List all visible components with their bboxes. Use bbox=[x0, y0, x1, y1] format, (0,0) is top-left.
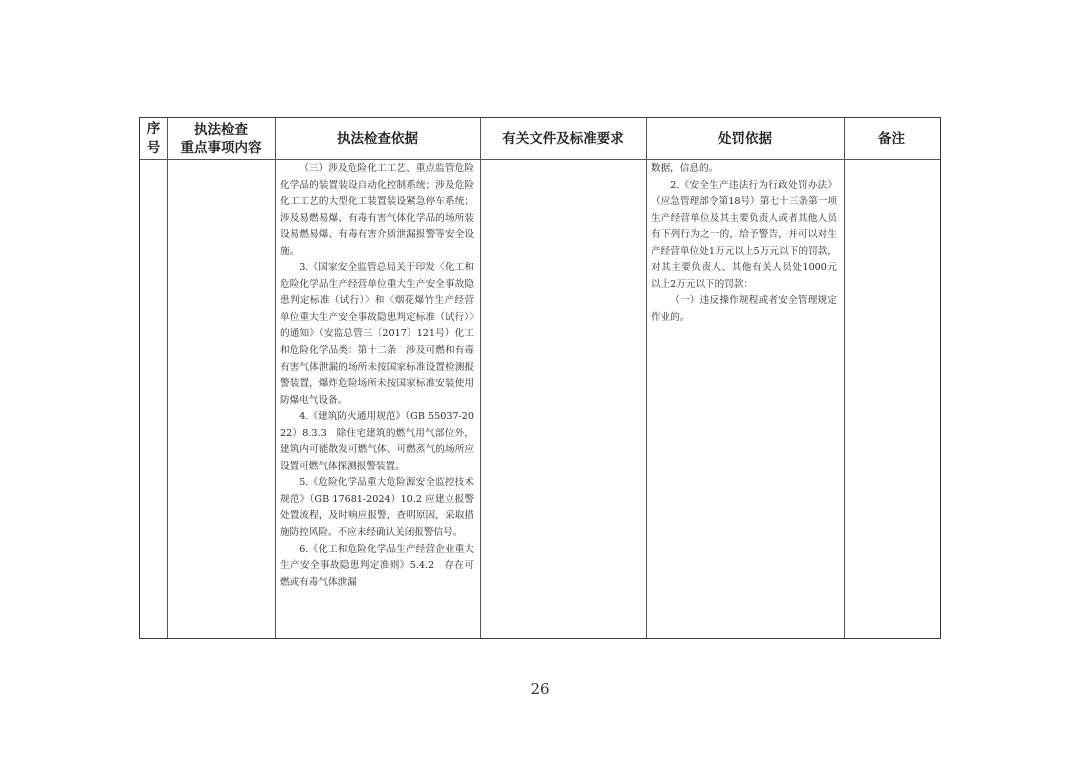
header-item bbox=[167, 118, 275, 159]
header-item-line1: 执法检查 bbox=[194, 121, 248, 138]
header-docs-label: 有关文件及标准要求 bbox=[502, 130, 624, 147]
basis-cell bbox=[280, 161, 474, 591]
header-docs bbox=[480, 118, 646, 159]
column-divider bbox=[480, 118, 481, 638]
header-basis-label: 执法检查依据 bbox=[337, 130, 418, 147]
basis-paragraph: 3.《国家安全监管总局关于印发〈化工和危险化学品生产经营单位重大生产安全事故隐患判定标准（试行）〉和〈烟花爆竹生产经营单位重大生产安全事故隐患判定标准（试行）〉的通知》（安监总管三〔2017〕121号）化工和危险化学品类：第十二条 涉及可燃和有毒有害气体泄漏的场所未按国家标准设置检测报警装置，爆炸危险场所未按国家标准安装使用防爆电气设备。 bbox=[280, 262, 474, 406]
header-seq-label: 序号 bbox=[146, 120, 161, 156]
regulation-table bbox=[139, 117, 941, 639]
header-seq bbox=[140, 118, 167, 159]
header-divider bbox=[140, 159, 940, 160]
column-divider bbox=[646, 118, 647, 638]
basis-paragraph: 4.《建筑防火通用规范》（GB 55037-2022）8.3.3 除住宅建筑的燃气用气部位外，建筑内可能散发可燃气体、可燃蒸气的场所应设置可燃气体探测报警装置。 bbox=[280, 411, 474, 472]
column-divider bbox=[167, 118, 168, 638]
header-penalty bbox=[646, 118, 844, 159]
basis-paragraph: 6.《化工和危险化学品生产经营企业重大生产安全事故隐患判定准则》5.4.2 存在可燃或有毒气体泄漏 bbox=[280, 543, 474, 588]
column-divider bbox=[275, 118, 276, 638]
penalty-paragraph: （一）违反操作规程或者安全管理规定作业的。 bbox=[651, 295, 837, 323]
penalty-paragraph: 2.《安全生产违法行为行政处罚办法》（应急管理部令第18号）第七十三条第一项 生产经营单位及其主要负责人或者其他人员有下列行为之一的，给予警告，并可以对生产经营单位处1万元以上5万元以下的罚款，对其主要负责人、其他有关人员处1000元以上2万元以下的罚款： bbox=[651, 179, 847, 290]
header-penalty-label: 处罚依据 bbox=[718, 130, 772, 147]
header-item-line2: 重点事项内容 bbox=[180, 139, 262, 156]
page-number: 26 bbox=[530, 680, 550, 698]
basis-paragraph: 5.《危险化学品重大危险源安全监控技术规范》（GB 17681-2024）10.2 应建立报警处置流程，及时响应报警，查明原因，采取措施防控风险。不应未经确认关闭报警信号。 bbox=[280, 477, 474, 539]
penalty-cell bbox=[651, 161, 847, 326]
header-basis bbox=[275, 118, 480, 159]
basis-paragraph: （三）涉及危险化工工艺、重点监管危险化学品的装置装设自动化控制系统；涉及危险化工工艺的大型化工装置装设紧急停车系统；涉及易燃易爆、有毒有害气体化学品的场所装设易燃易爆、有毒有害介质泄漏报警等安全设施。 bbox=[280, 163, 474, 257]
header-notes-label: 备注 bbox=[878, 130, 905, 147]
penalty-paragraph: 数据，信息的。 bbox=[651, 163, 719, 174]
header-notes bbox=[844, 118, 939, 159]
